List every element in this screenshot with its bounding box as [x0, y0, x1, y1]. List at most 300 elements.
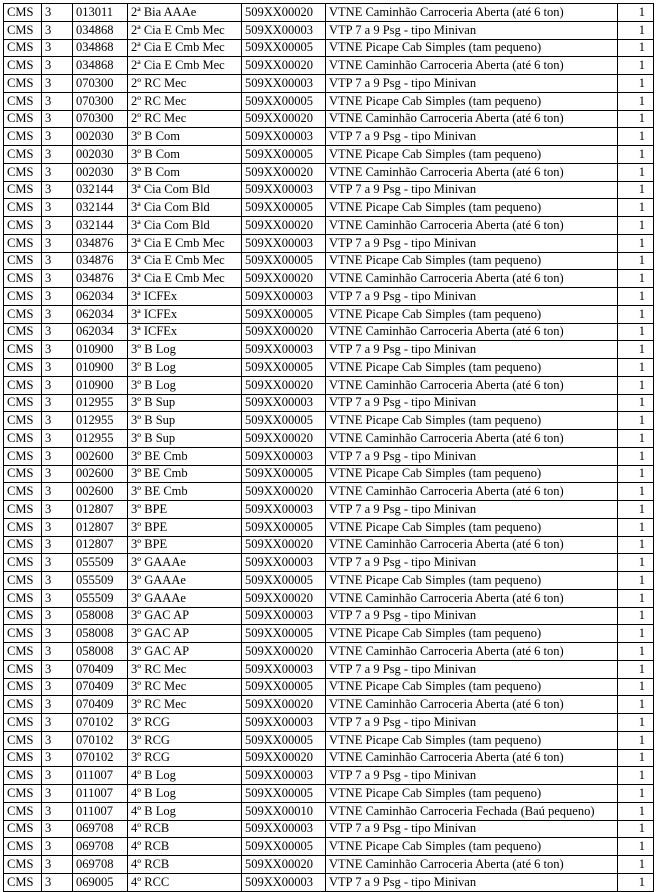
- command-cell: CMS: [4, 767, 42, 785]
- unit-name-cell: 2ª Cia E Cmb Mec: [128, 57, 242, 75]
- command-cell: CMS: [4, 39, 42, 57]
- table-row: [4, 873, 654, 891]
- unit-name-cell: 4º RCB: [128, 856, 242, 874]
- table-row: [4, 288, 654, 306]
- unit-name-cell: 4º RCC: [128, 873, 242, 891]
- table-row: [4, 92, 654, 110]
- unit-name-cell: 3º RC Mec: [128, 696, 242, 714]
- table-row: [4, 785, 654, 803]
- item-code-cell: 509XX00003: [242, 714, 326, 732]
- command-cell: CMS: [4, 447, 42, 465]
- vehicle-description-cell: VTNE Caminhão Carroceria Aberta (até 6 ton): [326, 856, 618, 874]
- vehicle-description-cell: VTNE Picape Cab Simples (tam pequeno): [326, 199, 618, 217]
- unit-code-cell: 012807: [73, 518, 128, 536]
- item-code-cell: 509XX00005: [242, 199, 326, 217]
- table-row: [4, 359, 654, 377]
- unit-code-cell: 002600: [73, 447, 128, 465]
- unit-code-cell: 011007: [73, 802, 128, 820]
- unit-name-cell: 4º B Log: [128, 785, 242, 803]
- unit-code-cell: 062034: [73, 288, 128, 306]
- region-cell: 3: [42, 731, 73, 749]
- region-cell: 3: [42, 465, 73, 483]
- table-row: [4, 323, 654, 341]
- unit-name-cell: 3ª Cia Com Bld: [128, 199, 242, 217]
- command-cell: CMS: [4, 128, 42, 146]
- table-row: [4, 731, 654, 749]
- quantity-cell: 1: [618, 39, 654, 57]
- command-cell: CMS: [4, 163, 42, 181]
- quantity-cell: 1: [618, 57, 654, 75]
- unit-name-cell: 4º RCB: [128, 820, 242, 838]
- table-row: [4, 820, 654, 838]
- unit-code-cell: 034868: [73, 57, 128, 75]
- table-row: [4, 217, 654, 235]
- item-code-cell: 509XX00020: [242, 376, 326, 394]
- unit-name-cell: 3º GAC AP: [128, 625, 242, 643]
- unit-name-cell: 3ª Cia E Cmb Mec: [128, 252, 242, 270]
- unit-code-cell: 070300: [73, 110, 128, 128]
- unit-code-cell: 002030: [73, 146, 128, 164]
- vehicle-allocation-table: [3, 3, 654, 892]
- region-cell: 3: [42, 376, 73, 394]
- quantity-cell: 1: [618, 252, 654, 270]
- command-cell: CMS: [4, 394, 42, 412]
- region-cell: 3: [42, 75, 73, 93]
- quantity-cell: 1: [618, 92, 654, 110]
- table-row: [4, 181, 654, 199]
- command-cell: CMS: [4, 572, 42, 590]
- item-code-cell: 509XX00003: [242, 21, 326, 39]
- table-row: [4, 696, 654, 714]
- vehicle-description-cell: VTNE Picape Cab Simples (tam pequeno): [326, 92, 618, 110]
- unit-code-cell: 069708: [73, 838, 128, 856]
- table-row: [4, 75, 654, 93]
- vehicle-description-cell: VTNE Picape Cab Simples (tam pequeno): [326, 518, 618, 536]
- quantity-cell: 1: [618, 625, 654, 643]
- region-cell: 3: [42, 234, 73, 252]
- region-cell: 3: [42, 359, 73, 377]
- command-cell: CMS: [4, 341, 42, 359]
- table-row: [4, 57, 654, 75]
- unit-code-cell: 034876: [73, 252, 128, 270]
- region-cell: 3: [42, 39, 73, 57]
- unit-code-cell: 070102: [73, 749, 128, 767]
- item-code-cell: 509XX00005: [242, 625, 326, 643]
- region-cell: 3: [42, 217, 73, 235]
- quantity-cell: 1: [618, 696, 654, 714]
- table-row: [4, 572, 654, 590]
- quantity-cell: 1: [618, 767, 654, 785]
- unit-code-cell: 055509: [73, 572, 128, 590]
- item-code-cell: 509XX00005: [242, 92, 326, 110]
- region-cell: 3: [42, 589, 73, 607]
- vehicle-description-cell: VTNE Caminhão Carroceria Aberta (até 6 ton): [326, 696, 618, 714]
- table-row: [4, 767, 654, 785]
- command-cell: CMS: [4, 696, 42, 714]
- table-row: [4, 483, 654, 501]
- table-row: [4, 199, 654, 217]
- item-code-cell: 509XX00005: [242, 465, 326, 483]
- quantity-cell: 1: [618, 572, 654, 590]
- unit-name-cell: 3º BPE: [128, 536, 242, 554]
- unit-code-cell: 012807: [73, 501, 128, 519]
- quantity-cell: 1: [618, 465, 654, 483]
- unit-code-cell: 058008: [73, 625, 128, 643]
- region-cell: 3: [42, 305, 73, 323]
- table-row: [4, 749, 654, 767]
- region-cell: 3: [42, 554, 73, 572]
- unit-code-cell: 011007: [73, 785, 128, 803]
- region-cell: 3: [42, 802, 73, 820]
- region-cell: 3: [42, 714, 73, 732]
- vehicle-description-cell: VTNE Picape Cab Simples (tam pequeno): [326, 252, 618, 270]
- quantity-cell: 1: [618, 163, 654, 181]
- item-code-cell: 509XX00020: [242, 270, 326, 288]
- item-code-cell: 509XX00003: [242, 873, 326, 891]
- region-cell: 3: [42, 288, 73, 306]
- vehicle-description-cell: VTNE Caminhão Carroceria Aberta (até 6 ton): [326, 57, 618, 75]
- quantity-cell: 1: [618, 341, 654, 359]
- region-cell: 3: [42, 430, 73, 448]
- vehicle-description-cell: VTNE Caminhão Carroceria Aberta (até 6 ton): [326, 749, 618, 767]
- command-cell: CMS: [4, 483, 42, 501]
- unit-name-cell: 3º B Com: [128, 128, 242, 146]
- quantity-cell: 1: [618, 483, 654, 501]
- region-cell: 3: [42, 57, 73, 75]
- table-row: [4, 465, 654, 483]
- quantity-cell: 1: [618, 660, 654, 678]
- unit-name-cell: 3º B Log: [128, 376, 242, 394]
- quantity-cell: 1: [618, 785, 654, 803]
- command-cell: CMS: [4, 838, 42, 856]
- item-code-cell: 509XX00005: [242, 146, 326, 164]
- table-row: [4, 341, 654, 359]
- item-code-cell: 509XX00003: [242, 128, 326, 146]
- item-code-cell: 509XX00003: [242, 767, 326, 785]
- item-code-cell: 509XX00003: [242, 607, 326, 625]
- command-cell: CMS: [4, 412, 42, 430]
- item-code-cell: 509XX00003: [242, 394, 326, 412]
- item-code-cell: 509XX00020: [242, 749, 326, 767]
- unit-name-cell: 3º RCG: [128, 749, 242, 767]
- region-cell: 3: [42, 199, 73, 217]
- quantity-cell: 1: [618, 110, 654, 128]
- unit-code-cell: 062034: [73, 305, 128, 323]
- unit-name-cell: 3º GAC AP: [128, 643, 242, 661]
- unit-code-cell: 070300: [73, 75, 128, 93]
- command-cell: CMS: [4, 199, 42, 217]
- item-code-cell: 509XX00003: [242, 820, 326, 838]
- quantity-cell: 1: [618, 146, 654, 164]
- table-row: [4, 643, 654, 661]
- region-cell: 3: [42, 21, 73, 39]
- unit-name-cell: 3º RCG: [128, 714, 242, 732]
- unit-name-cell: 3º RC Mec: [128, 678, 242, 696]
- region-cell: 3: [42, 394, 73, 412]
- table-row: [4, 678, 654, 696]
- quantity-cell: 1: [618, 501, 654, 519]
- quantity-cell: 1: [618, 430, 654, 448]
- unit-code-cell: 002030: [73, 128, 128, 146]
- vehicle-description-cell: VTNE Caminhão Carroceria Aberta (até 6 ton): [326, 110, 618, 128]
- unit-name-cell: 3º B Sup: [128, 430, 242, 448]
- unit-code-cell: 010900: [73, 376, 128, 394]
- quantity-cell: 1: [618, 128, 654, 146]
- table-row: [4, 270, 654, 288]
- item-code-cell: 509XX00020: [242, 323, 326, 341]
- table-row: [4, 856, 654, 874]
- quantity-cell: 1: [618, 217, 654, 235]
- command-cell: CMS: [4, 607, 42, 625]
- unit-name-cell: 3º RCG: [128, 731, 242, 749]
- item-code-cell: 509XX00005: [242, 731, 326, 749]
- quantity-cell: 1: [618, 678, 654, 696]
- command-cell: CMS: [4, 21, 42, 39]
- quantity-cell: 1: [618, 4, 654, 22]
- quantity-cell: 1: [618, 447, 654, 465]
- region-cell: 3: [42, 820, 73, 838]
- quantity-cell: 1: [618, 234, 654, 252]
- unit-name-cell: 3º RC Mec: [128, 660, 242, 678]
- unit-code-cell: 070409: [73, 696, 128, 714]
- unit-name-cell: 2º RC Mec: [128, 75, 242, 93]
- item-code-cell: 509XX00020: [242, 217, 326, 235]
- vehicle-description-cell: VTNE Caminhão Carroceria Aberta (até 6 ton): [326, 430, 618, 448]
- quantity-cell: 1: [618, 412, 654, 430]
- table-row: [4, 163, 654, 181]
- quantity-cell: 1: [618, 820, 654, 838]
- command-cell: CMS: [4, 501, 42, 519]
- vehicle-description-cell: VTP 7 a 9 Psg - tipo Minivan: [326, 607, 618, 625]
- unit-code-cell: 010900: [73, 341, 128, 359]
- unit-name-cell: 3º GAC AP: [128, 607, 242, 625]
- quantity-cell: 1: [618, 21, 654, 39]
- vehicle-description-cell: VTP 7 a 9 Psg - tipo Minivan: [326, 128, 618, 146]
- unit-name-cell: 3º GAAAe: [128, 589, 242, 607]
- unit-name-cell: 3ª ICFEx: [128, 288, 242, 306]
- quantity-cell: 1: [618, 554, 654, 572]
- quantity-cell: 1: [618, 838, 654, 856]
- region-cell: 3: [42, 696, 73, 714]
- unit-code-cell: 013011: [73, 4, 128, 22]
- vehicle-description-cell: VTP 7 a 9 Psg - tipo Minivan: [326, 714, 618, 732]
- command-cell: CMS: [4, 252, 42, 270]
- vehicle-description-cell: VTNE Picape Cab Simples (tam pequeno): [326, 731, 618, 749]
- table-row: [4, 554, 654, 572]
- table-row: [4, 430, 654, 448]
- item-code-cell: 509XX00003: [242, 660, 326, 678]
- region-cell: 3: [42, 856, 73, 874]
- item-code-cell: 509XX00020: [242, 110, 326, 128]
- region-cell: 3: [42, 572, 73, 590]
- unit-code-cell: 070300: [73, 92, 128, 110]
- unit-name-cell: 4º B Log: [128, 767, 242, 785]
- region-cell: 3: [42, 341, 73, 359]
- region-cell: 3: [42, 146, 73, 164]
- vehicle-description-cell: VTNE Caminhão Carroceria Aberta (até 6 ton): [326, 483, 618, 501]
- unit-code-cell: 002600: [73, 483, 128, 501]
- region-cell: 3: [42, 181, 73, 199]
- quantity-cell: 1: [618, 75, 654, 93]
- region-cell: 3: [42, 607, 73, 625]
- item-code-cell: 509XX00005: [242, 518, 326, 536]
- region-cell: 3: [42, 252, 73, 270]
- quantity-cell: 1: [618, 731, 654, 749]
- table-row: [4, 128, 654, 146]
- item-code-cell: 509XX00003: [242, 341, 326, 359]
- unit-name-cell: 2º RC Mec: [128, 92, 242, 110]
- vehicle-description-cell: VTNE Picape Cab Simples (tam pequeno): [326, 625, 618, 643]
- table-row: [4, 447, 654, 465]
- region-cell: 3: [42, 501, 73, 519]
- quantity-cell: 1: [618, 305, 654, 323]
- unit-name-cell: 2ª Cia E Cmb Mec: [128, 21, 242, 39]
- table-row: [4, 305, 654, 323]
- item-code-cell: 509XX00010: [242, 802, 326, 820]
- unit-name-cell: 3º B Sup: [128, 412, 242, 430]
- command-cell: CMS: [4, 820, 42, 838]
- vehicle-description-cell: VTNE Caminhão Carroceria Aberta (até 6 ton): [326, 376, 618, 394]
- unit-name-cell: 3º BE Cmb: [128, 483, 242, 501]
- quantity-cell: 1: [618, 394, 654, 412]
- vehicle-description-cell: VTNE Caminhão Carroceria Aberta (até 6 ton): [326, 217, 618, 235]
- item-code-cell: 509XX00005: [242, 252, 326, 270]
- item-code-cell: 509XX00003: [242, 75, 326, 93]
- item-code-cell: 509XX00020: [242, 57, 326, 75]
- item-code-cell: 509XX00005: [242, 359, 326, 377]
- vehicle-description-cell: VTNE Picape Cab Simples (tam pequeno): [326, 39, 618, 57]
- unit-name-cell: 3º B Com: [128, 146, 242, 164]
- item-code-cell: 509XX00003: [242, 234, 326, 252]
- unit-code-cell: 010900: [73, 359, 128, 377]
- item-code-cell: 509XX00020: [242, 536, 326, 554]
- quantity-cell: 1: [618, 749, 654, 767]
- command-cell: CMS: [4, 465, 42, 483]
- item-code-cell: 509XX00003: [242, 501, 326, 519]
- unit-name-cell: 2ª Bia AAAe: [128, 4, 242, 22]
- region-cell: 3: [42, 412, 73, 430]
- item-code-cell: 509XX00020: [242, 856, 326, 874]
- quantity-cell: 1: [618, 199, 654, 217]
- command-cell: CMS: [4, 749, 42, 767]
- vehicle-description-cell: VTNE Picape Cab Simples (tam pequeno): [326, 359, 618, 377]
- unit-code-cell: 032144: [73, 181, 128, 199]
- command-cell: CMS: [4, 288, 42, 306]
- unit-name-cell: 3ª Cia E Cmb Mec: [128, 270, 242, 288]
- quantity-cell: 1: [618, 589, 654, 607]
- unit-code-cell: 069005: [73, 873, 128, 891]
- unit-code-cell: 034868: [73, 21, 128, 39]
- table-row: [4, 394, 654, 412]
- unit-code-cell: 070102: [73, 714, 128, 732]
- quantity-cell: 1: [618, 714, 654, 732]
- unit-code-cell: 055509: [73, 589, 128, 607]
- item-code-cell: 509XX00005: [242, 678, 326, 696]
- region-cell: 3: [42, 110, 73, 128]
- vehicle-description-cell: VTP 7 a 9 Psg - tipo Minivan: [326, 341, 618, 359]
- region-cell: 3: [42, 483, 73, 501]
- command-cell: CMS: [4, 305, 42, 323]
- unit-name-cell: 3º BE Cmb: [128, 447, 242, 465]
- table-row: [4, 714, 654, 732]
- table-row: [4, 110, 654, 128]
- vehicle-description-cell: VTP 7 a 9 Psg - tipo Minivan: [326, 660, 618, 678]
- unit-name-cell: 3ª ICFEx: [128, 323, 242, 341]
- region-cell: 3: [42, 128, 73, 146]
- command-cell: CMS: [4, 518, 42, 536]
- vehicle-description-cell: VTP 7 a 9 Psg - tipo Minivan: [326, 873, 618, 891]
- command-cell: CMS: [4, 643, 42, 661]
- command-cell: CMS: [4, 146, 42, 164]
- region-cell: 3: [42, 643, 73, 661]
- item-code-cell: 509XX00020: [242, 643, 326, 661]
- unit-code-cell: 070102: [73, 731, 128, 749]
- region-cell: 3: [42, 536, 73, 554]
- command-cell: CMS: [4, 75, 42, 93]
- vehicle-description-cell: VTP 7 a 9 Psg - tipo Minivan: [326, 75, 618, 93]
- item-code-cell: 509XX00005: [242, 572, 326, 590]
- vehicle-description-cell: VTP 7 a 9 Psg - tipo Minivan: [326, 554, 618, 572]
- region-cell: 3: [42, 678, 73, 696]
- vehicle-description-cell: VTP 7 a 9 Psg - tipo Minivan: [326, 181, 618, 199]
- command-cell: CMS: [4, 678, 42, 696]
- item-code-cell: 509XX00020: [242, 4, 326, 22]
- unit-code-cell: 011007: [73, 767, 128, 785]
- command-cell: CMS: [4, 57, 42, 75]
- unit-name-cell: 3º B Log: [128, 341, 242, 359]
- unit-name-cell: 4º RCB: [128, 838, 242, 856]
- vehicle-description-cell: VTNE Picape Cab Simples (tam pequeno): [326, 412, 618, 430]
- unit-name-cell: 3º B Log: [128, 359, 242, 377]
- vehicle-description-cell: VTNE Picape Cab Simples (tam pequeno): [326, 305, 618, 323]
- command-cell: CMS: [4, 589, 42, 607]
- region-cell: 3: [42, 660, 73, 678]
- table-row: [4, 21, 654, 39]
- unit-name-cell: 3º GAAAe: [128, 572, 242, 590]
- command-cell: CMS: [4, 856, 42, 874]
- region-cell: 3: [42, 625, 73, 643]
- vehicle-description-cell: VTNE Caminhão Carroceria Aberta (até 6 ton): [326, 536, 618, 554]
- item-code-cell: 509XX00005: [242, 305, 326, 323]
- table-row: [4, 234, 654, 252]
- quantity-cell: 1: [618, 270, 654, 288]
- unit-name-cell: 2ª Cia E Cmb Mec: [128, 39, 242, 57]
- region-cell: 3: [42, 323, 73, 341]
- quantity-cell: 1: [618, 607, 654, 625]
- vehicle-description-cell: VTNE Picape Cab Simples (tam pequeno): [326, 465, 618, 483]
- item-code-cell: 509XX00005: [242, 412, 326, 430]
- unit-name-cell: 3º GAAAe: [128, 554, 242, 572]
- quantity-cell: 1: [618, 376, 654, 394]
- unit-name-cell: 3ª Cia Com Bld: [128, 217, 242, 235]
- vehicle-description-cell: VTNE Picape Cab Simples (tam pequeno): [326, 146, 618, 164]
- vehicle-description-cell: VTP 7 a 9 Psg - tipo Minivan: [326, 394, 618, 412]
- unit-code-cell: 034876: [73, 234, 128, 252]
- item-code-cell: 509XX00003: [242, 181, 326, 199]
- unit-code-cell: 070409: [73, 660, 128, 678]
- table-row: [4, 4, 654, 22]
- table-row: [4, 146, 654, 164]
- command-cell: CMS: [4, 785, 42, 803]
- command-cell: CMS: [4, 270, 42, 288]
- table-body: [4, 4, 654, 892]
- vehicle-description-cell: VTP 7 a 9 Psg - tipo Minivan: [326, 767, 618, 785]
- region-cell: 3: [42, 785, 73, 803]
- quantity-cell: 1: [618, 802, 654, 820]
- region-cell: 3: [42, 4, 73, 22]
- table-row: [4, 252, 654, 270]
- region-cell: 3: [42, 749, 73, 767]
